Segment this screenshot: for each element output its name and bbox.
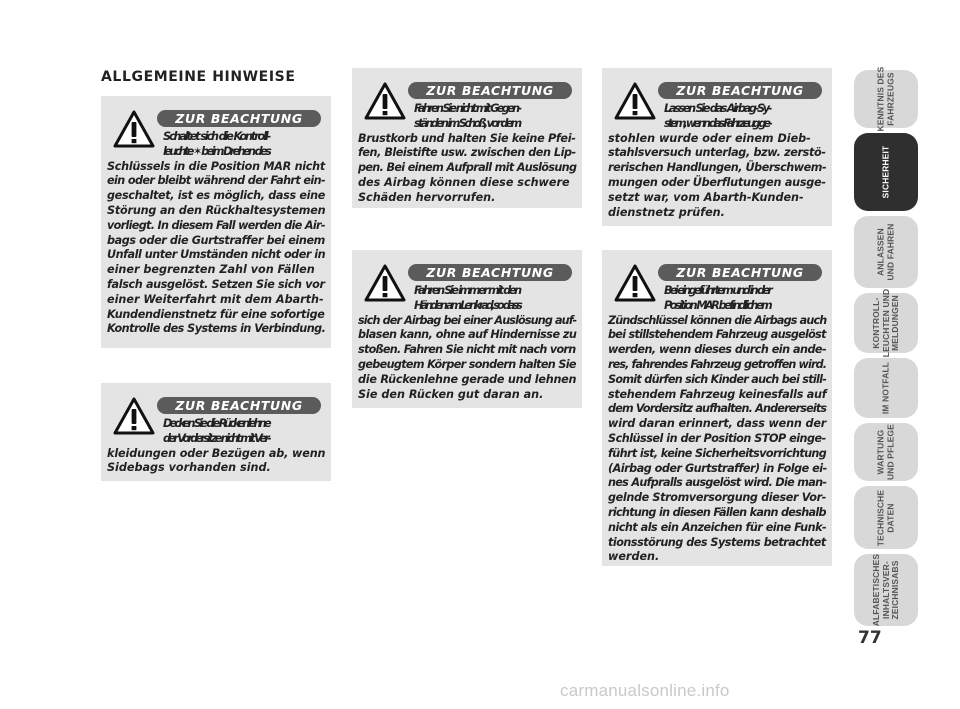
- text-line: einer begrenzten Zahl von Fällen: [107, 263, 315, 277]
- text-line: gelnde Stromversorgung dieser Vor-: [608, 491, 827, 505]
- chapter-tab-label: [877, 224, 896, 281]
- chapter-tab-label-line: MELDUNGEN: [889, 295, 900, 351]
- text-line: Schlüssels in die Position MAR nicht: [107, 159, 325, 173]
- chapter-tab-label: [881, 146, 891, 199]
- chapter-tab[interactable]: [854, 554, 918, 626]
- text-line: führt ist, keine Sicherheitsvorrichtung: [608, 446, 827, 460]
- chapter-tab-label-line: KONTROLL-: [870, 297, 881, 349]
- text-line: Brustkorb und halten Sie keine Pfei-: [358, 131, 576, 145]
- chapter-tab-label-line: KENNTNIS DES: [875, 66, 886, 132]
- text-line: Schaltet sich die Kontroll-: [163, 130, 270, 143]
- chapter-tab-label-line: FAHRZEUGS: [885, 72, 895, 126]
- text-line: dem Vordersitz aufhalten. Andererseits: [608, 402, 827, 416]
- warning-banner: ZUR BEACHTUNG: [658, 82, 822, 99]
- text-line: Schäden hervorrufen.: [358, 190, 496, 204]
- text-line: gebeugtem Körper sondern halten Sie: [358, 357, 576, 371]
- text-line: werden.: [608, 550, 660, 564]
- text-line: Schlüssel in der Position STOP einge-: [608, 431, 826, 445]
- text-line: stahlsversuch unterlag, bzw. zerstö-: [608, 146, 826, 160]
- warning-text: [608, 284, 826, 565]
- watermark: carmanualsonline.info: [560, 681, 730, 700]
- text-line: des Airbag können diese schwere: [358, 175, 570, 189]
- chapter-tab-label: [872, 289, 901, 357]
- text-line: Bei eingeführtem und in der: [664, 284, 771, 297]
- warning-text: [107, 417, 325, 476]
- chapter-tab-label-line: INHALTSVER-: [880, 561, 891, 619]
- text-line: (Airbag oder Gurtstraffer) in Folge ei-: [608, 461, 827, 475]
- text-line: stem, wenn das Fahrzeug ge-: [664, 116, 770, 130]
- chapter-tab-label: [877, 424, 896, 480]
- text-line: res, fahrendes Fahrzeug getroffen wird.: [608, 357, 827, 371]
- text-line: nicht als ein Anzeichen für eine Funk-: [608, 520, 827, 534]
- text-line: Zündschlüssel können die Airbags auch: [608, 313, 827, 327]
- warning-banner: ZUR BEACHTUNG: [157, 397, 321, 414]
- text-line: leuchte ✶ beim Drehen des: [163, 144, 270, 158]
- chapter-tab-label-line: TECHNISCHE: [875, 489, 886, 546]
- chapter-tab-label-line: IM NOTFALL: [880, 361, 891, 415]
- chapter-tab[interactable]: [854, 486, 918, 549]
- text-line: ein oder bleibt während der Fahrt ein-: [107, 174, 325, 188]
- chapter-tab-label-line: WARTUNG: [875, 429, 886, 475]
- chapter-tab[interactable]: [854, 133, 918, 211]
- warning-box: [101, 96, 331, 348]
- text-line: bags oder die Gurtstraffer bei einem: [107, 233, 325, 247]
- text-line: falsch ausgelöst. Setzen Sie sich vor: [107, 277, 325, 291]
- section-heading: ALLGEMEINE HINWEISE: [101, 69, 296, 85]
- text-line: fen, Bleistifte usw. zwischen den Lip-: [358, 146, 576, 160]
- text-line: ständen im Schoß, vor dem: [414, 116, 520, 130]
- text-line: Position MAR befindlichem: [664, 298, 771, 312]
- text-line: rerischen Handlungen, Überschwem-: [608, 161, 827, 175]
- text-line: Lassen Sie das Airbag-Sy-: [664, 102, 771, 115]
- warning-text: [358, 284, 576, 402]
- warning-box: [602, 68, 832, 226]
- text-line: tionsstörung des Systems betrachtet: [608, 535, 826, 549]
- chapter-tab[interactable]: [854, 423, 918, 481]
- chapter-tab-label-line: ZEICHNISABS: [889, 560, 900, 620]
- text-line: Sie den Rücken gut daran an.: [358, 387, 544, 401]
- text-line: nes Aufpralls ausgelöst wird. Die man-: [608, 476, 827, 490]
- text-line: einer Weiterfahrt mit dem Abarth-: [107, 292, 324, 306]
- warning-text: [107, 130, 325, 337]
- text-line: Fahren Sie immer mit den: [414, 284, 520, 297]
- chapter-tab-label: [877, 489, 896, 545]
- chapter-tab-label-line: LEUCHTEN UND: [880, 288, 891, 358]
- text-line: richtung in diesen Fällen kann deshalb: [608, 505, 826, 519]
- chapter-tab-label-line: DATEN: [885, 502, 895, 533]
- text-line: stoßen. Fahren Sie nicht mit nach vorn: [358, 343, 576, 357]
- chapter-tab[interactable]: [854, 66, 918, 132]
- text-line: blasen kann, ohne auf Hindernisse zu: [358, 328, 577, 342]
- warning-box: [352, 250, 582, 408]
- text-line: Unfall unter Umständen nicht oder in: [107, 248, 326, 262]
- text-line: wird daran erinnert, dass wenn der: [608, 417, 827, 431]
- chapter-tab-label: [877, 67, 896, 132]
- chapter-tab-label-line: SICHERHEIT: [880, 145, 891, 199]
- text-line: geschaltet, ist es möglich, dass eine: [107, 189, 326, 203]
- text-line: setzt war, vom Abarth-Kunden-: [608, 190, 804, 204]
- warning-box: [602, 250, 832, 566]
- warning-banner: ZUR BEACHTUNG: [408, 82, 572, 99]
- chapter-tab-label-line: ANLASSEN: [875, 228, 886, 276]
- warning-text: [608, 102, 826, 220]
- chapter-tab[interactable]: [854, 216, 918, 288]
- text-line: Störung an den Rückhaltesystemen: [107, 203, 326, 217]
- text-line: sich der Airbag bei einer Auslösung auf-: [358, 313, 577, 327]
- text-line: pen. Bei einem Aufprall mit Auslösung: [358, 161, 577, 175]
- text-line: vorliegt. In diesem Fall werden die Air-: [107, 218, 325, 232]
- chapter-tab-label-line: ALFABETISCHES: [870, 553, 881, 627]
- warning-banner: ZUR BEACHTUNG: [408, 264, 572, 281]
- warning-banner: ZUR BEACHTUNG: [157, 110, 321, 127]
- text-line: Kundendienstnetz für eine sofortige: [107, 307, 325, 321]
- chapter-tab-label-line: UND FAHREN: [885, 223, 895, 281]
- text-line: Fahren Sie nicht mit Gegen-: [414, 102, 520, 115]
- chapter-tab-label: [872, 554, 901, 626]
- text-line: die Rückenlehne gerade und lehnen: [358, 372, 577, 386]
- warning-text: [358, 102, 576, 206]
- chapter-tab-label-line: UND PFLEGE: [885, 424, 895, 480]
- text-line: werden, wenn dieses durch ein ande-: [608, 343, 827, 357]
- text-line: Decken Sie die Rückenlehne: [163, 417, 269, 430]
- text-line: der Vordersitze nicht mit Ver-: [163, 431, 269, 445]
- warning-banner: ZUR BEACHTUNG: [658, 264, 822, 281]
- text-line: stehendem Fahrzeug keinesfalls auf: [608, 387, 827, 401]
- text-line: kleidungen oder Bezügen ab, wenn: [107, 446, 326, 460]
- chapter-tab[interactable]: [854, 358, 918, 418]
- text-line: Kontrolle des Systems in Verbindung.: [107, 322, 326, 336]
- text-line: mungen oder Überflutungen ausge-: [608, 175, 826, 189]
- text-line: Somit dürfen sich Kinder auch bei still-: [608, 372, 827, 386]
- text-line: bei stillstehendem Fahrzeug ausgelöst: [608, 328, 826, 342]
- warning-box: [352, 68, 582, 208]
- text-line: Händen am Lenkrad, so dass: [414, 298, 520, 312]
- warning-box: [101, 383, 331, 481]
- page-number: 77: [858, 628, 882, 648]
- text-line: dienstnetz prüfen.: [608, 205, 725, 219]
- chapter-tab[interactable]: [854, 288, 918, 358]
- text-line: stohlen wurde oder einem Dieb-: [608, 131, 811, 145]
- text-line: Sidebags vorhanden sind.: [107, 461, 271, 475]
- chapter-tab-label: [881, 362, 891, 414]
